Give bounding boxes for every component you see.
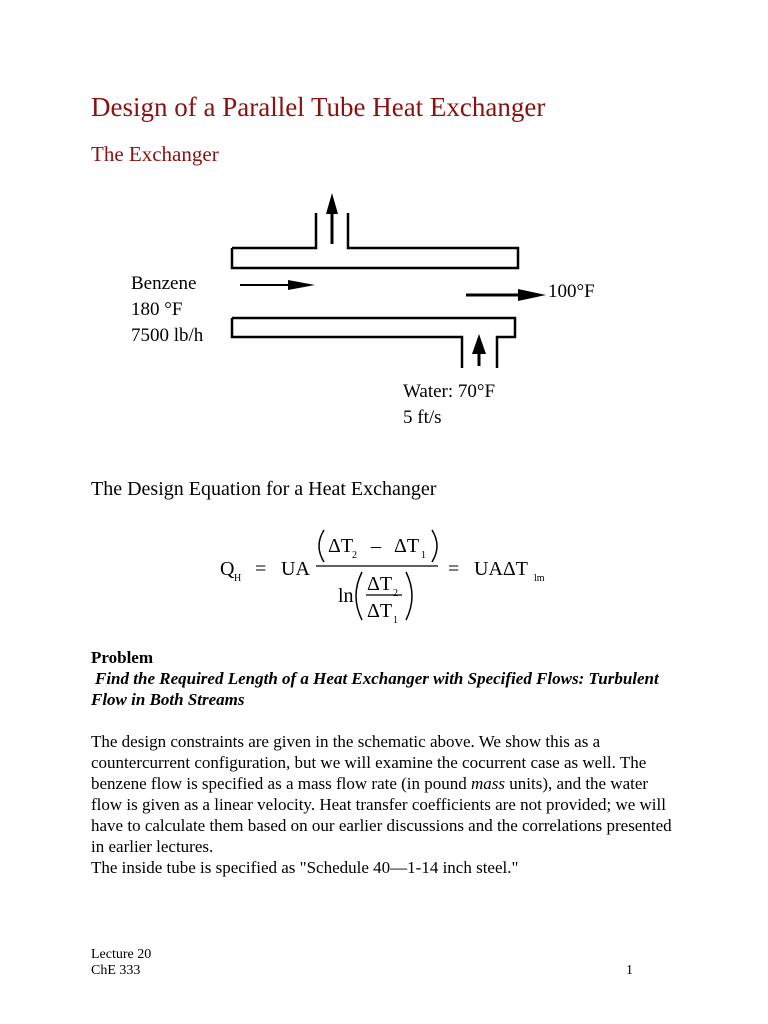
numerator-delta-t1-subscript: 1 xyxy=(421,550,426,561)
benzene-outlet-arrow-head xyxy=(518,289,546,301)
heat-exchanger-schematic xyxy=(0,0,768,440)
problem-statement: Find the Required Length of a Heat Exchanger with Specified Flows: Turbulent Flow in Both Streams xyxy=(91,669,659,709)
shell-top-wall xyxy=(232,213,518,268)
outlet-arrow-head xyxy=(326,193,338,214)
numerator-delta-t2-subscript: 2 xyxy=(352,550,357,561)
problem-body-text-1: The design constraints are given in the schematic above. We show this as a countercurrent configuration, but we will examine the cocurrent case as well. The benzene flow is specified as a mass flow rate (in pound xyxy=(91,732,647,793)
numerator-right-paren xyxy=(432,530,437,562)
equation-equals-2: = xyxy=(448,558,460,580)
denominator-right-paren xyxy=(406,572,412,620)
denominator-delta-t2-subscript: 2 xyxy=(393,588,398,599)
numerator-delta-t1: ΔT xyxy=(394,535,420,557)
denominator-delta-t1: ΔT xyxy=(367,600,393,622)
denominator-delta-t2: ΔT xyxy=(367,573,393,595)
water-inlet-arrow-head xyxy=(472,334,486,354)
denominator-ln: ln xyxy=(338,585,354,607)
design-equation xyxy=(0,520,768,630)
footer-page-number: 1 xyxy=(626,963,633,978)
numerator-left-paren xyxy=(319,530,324,562)
benzene-inlet-arrow-head xyxy=(288,280,315,290)
benzene-outlet-temperature: 100°F xyxy=(548,281,595,302)
equation-equals: = xyxy=(255,558,267,580)
water-velocity: 5 ft/s xyxy=(403,407,442,428)
problem-body-last-line: The inside tube is specified as "Schedule 40—1-14 inch steel." xyxy=(91,858,519,877)
shell-top-wall-left xyxy=(232,213,316,248)
lower-tube-wall xyxy=(232,318,462,368)
lower-tube-wall-right xyxy=(232,318,515,368)
problem-heading: Problem xyxy=(91,648,154,667)
denominator-left-paren xyxy=(356,572,362,620)
numerator-minus: – xyxy=(371,535,381,557)
water-inlet-temperature: Water: 70°F xyxy=(403,381,496,402)
equation-rhs: UAΔT xyxy=(474,558,528,580)
document-title: Design of a Parallel Tube Heat Exchanger xyxy=(91,92,546,122)
problem-body-emphasis: mass xyxy=(471,774,506,793)
problem-body-text-2: units), and the water flow is given as a linear velocity. Heat transfer coefficients are not provided; we will have to calculate them based on our earlier discussions and the correlations presented in earlier lectures. xyxy=(91,774,672,856)
equation-q-subscript: H xyxy=(234,573,242,584)
footer-course: ChE 333 xyxy=(91,963,141,978)
benzene-label: Benzene xyxy=(131,273,197,294)
equation-q: Q xyxy=(220,558,235,580)
equation-heading: The Design Equation for a Heat Exchanger xyxy=(91,478,437,500)
problem-body xyxy=(91,731,681,878)
equation-rhs-subscript: lm xyxy=(534,573,545,584)
footer-lecture: Lecture 20 xyxy=(91,947,152,962)
section-subtitle: The Exchanger xyxy=(91,142,219,166)
benzene-flow-rate: 7500 lb/h xyxy=(131,325,204,346)
denominator-delta-t1-subscript: 1 xyxy=(393,615,398,626)
benzene-temperature: 180 °F xyxy=(131,299,183,320)
numerator-delta-t2: ΔT xyxy=(328,535,354,557)
equation-ua: UA xyxy=(281,558,310,580)
